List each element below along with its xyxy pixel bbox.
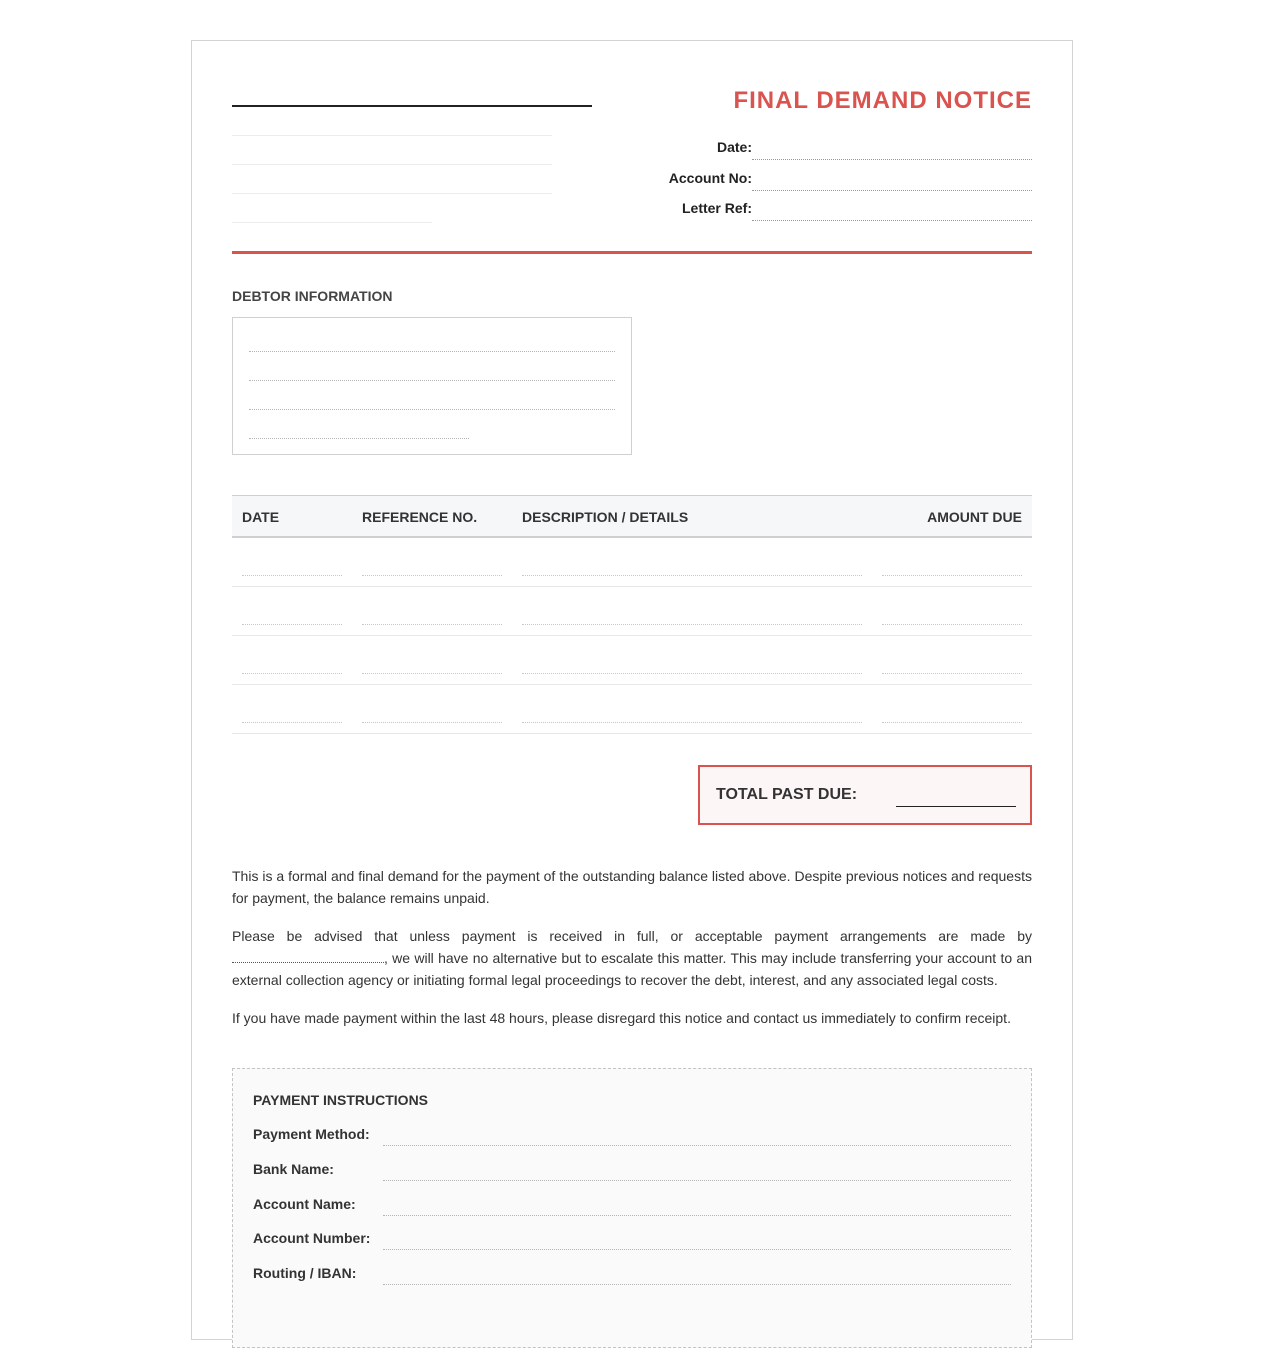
payment-row-method [253, 1123, 1013, 1153]
cell-reference[interactable] [362, 575, 502, 576]
payment-label: Bank Name: [253, 1161, 334, 1177]
cell-amount[interactable] [882, 575, 1022, 576]
deadline-date-field[interactable] [232, 949, 384, 963]
cell-reference[interactable] [362, 624, 502, 625]
cell-description[interactable] [522, 575, 862, 576]
total-past-due-field[interactable] [896, 806, 1016, 807]
meta-label: Letter Ref: [681, 200, 752, 216]
document-page [191, 40, 1073, 1340]
debtor-line[interactable] [249, 380, 615, 381]
paragraph-disregard: If you have made payment within the last 48 hours, please disregard this notice and contact us immediately to confirm receipt. [232, 1010, 1011, 1026]
payment-row-bank [253, 1158, 1013, 1188]
paragraph-escalation [232, 925, 1032, 991]
table-row [232, 538, 1032, 587]
account-number-field[interactable] [383, 1249, 1011, 1250]
cell-amount[interactable] [882, 624, 1022, 625]
account-name-field[interactable] [383, 1215, 1011, 1216]
debtor-line[interactable] [249, 438, 469, 439]
sender-address-line [232, 222, 432, 223]
debtor-line[interactable] [249, 351, 615, 352]
cell-description[interactable] [522, 624, 862, 625]
bank-name-field[interactable] [383, 1180, 1011, 1181]
meta-date-field[interactable] [752, 159, 1032, 160]
sender-address-line [232, 193, 552, 194]
cell-date[interactable] [242, 673, 342, 674]
table-row [232, 685, 1032, 734]
payment-label: Account Name: [253, 1196, 356, 1212]
sender-address-line [232, 164, 552, 165]
table-row [232, 587, 1032, 636]
meta-row-date [632, 135, 1032, 161]
payment-instructions-box [232, 1068, 1032, 1348]
payment-label: Routing / IBAN: [253, 1265, 357, 1281]
cell-description[interactable] [522, 722, 862, 723]
payment-row-account-name [253, 1193, 1013, 1223]
column-header-description: DESCRIPTION / DETAILS [522, 509, 689, 525]
paragraph-text: , we will have no alternative but to escalate this matter. This may include transferring your account to an external collection agency or initiating formal legal proceedings to recover the debt, interest, and any associated legal costs. [232, 950, 1032, 988]
debtor-line[interactable] [249, 409, 615, 410]
cell-reference[interactable] [362, 722, 502, 723]
payment-label: Account Number: [253, 1230, 371, 1246]
cell-reference[interactable] [362, 673, 502, 674]
payment-label: Payment Method: [253, 1126, 370, 1142]
table-header [232, 495, 1032, 538]
meta-account-field[interactable] [752, 190, 1032, 191]
debtor-section-label: DEBTOR INFORMATION [232, 288, 393, 304]
routing-iban-field[interactable] [383, 1284, 1011, 1285]
total-past-due-box [698, 765, 1032, 825]
header-divider [232, 251, 1032, 254]
total-past-due-label: TOTAL PAST DUE: [716, 786, 858, 803]
payment-instructions-title: PAYMENT INSTRUCTIONS [253, 1092, 429, 1108]
meta-letter-ref-field[interactable] [752, 220, 1032, 221]
document-title: FINAL DEMAND NOTICE [733, 87, 1032, 114]
sender-address-line [232, 135, 552, 136]
payment-row-account-number [253, 1227, 1013, 1257]
table-row [232, 636, 1032, 685]
paragraph-formal-demand: This is a formal and final demand for the payment of the outstanding balance listed above. Despite previous notices and requests for payment, the balance remains unpaid. [232, 868, 1032, 906]
meta-label: Date: [716, 139, 752, 155]
cell-date[interactable] [242, 722, 342, 723]
column-header-reference: REFERENCE NO. [362, 509, 478, 525]
cell-description[interactable] [522, 673, 862, 674]
items-table [232, 495, 1032, 734]
cell-amount[interactable] [882, 673, 1022, 674]
debtor-info-box [232, 317, 632, 455]
meta-label: Account No: [668, 170, 752, 186]
meta-row-letter-ref [632, 196, 1032, 222]
paragraph-text: Please be advised that unless payment is received in full, or acceptable payment arrangements are made by [232, 928, 1032, 944]
sender-name-line [232, 105, 592, 107]
payment-method-field[interactable] [383, 1145, 1011, 1146]
column-header-date: DATE [242, 509, 280, 525]
payment-row-routing [253, 1262, 1013, 1292]
meta-row-account [632, 166, 1032, 192]
column-header-amount: AMOUNT DUE [927, 509, 1022, 525]
cell-date[interactable] [242, 624, 342, 625]
cell-amount[interactable] [882, 722, 1022, 723]
cell-date[interactable] [242, 575, 342, 576]
